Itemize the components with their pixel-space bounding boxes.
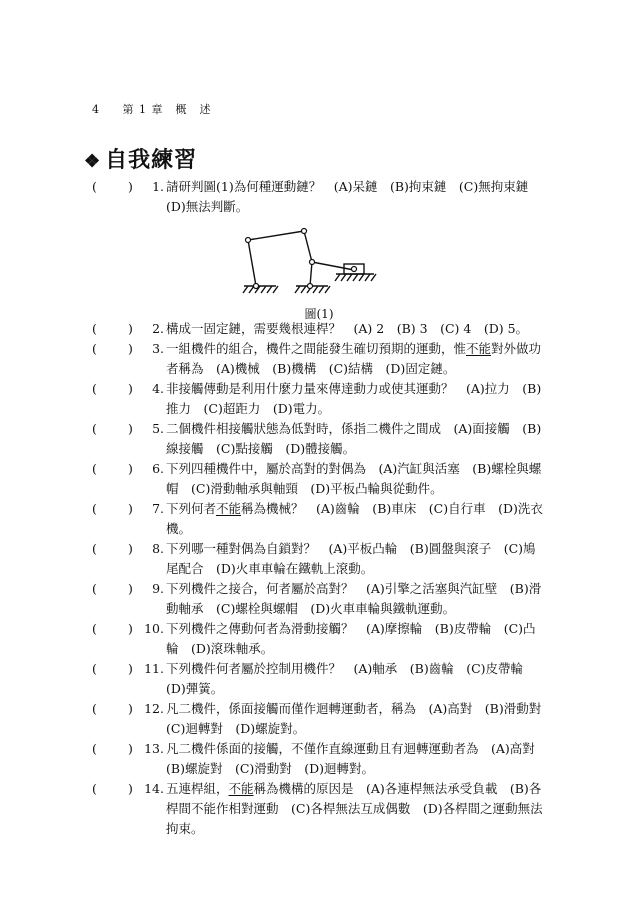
question-1 — [0, 177, 543, 217]
question-text: 下列何者不能稱為機械？ (A)齒輪 (B)車床 (C)自行車 (D)洗衣機。 — [166, 501, 543, 536]
question-14 — [0, 779, 543, 839]
question-3 — [0, 339, 543, 379]
section-title-text: 自我練習 — [105, 147, 198, 173]
question-11 — [0, 659, 543, 699]
question-number: 8. — [152, 541, 164, 556]
question-text: 一組機件的組合，機件之間能發生確切預期的運動，惟不能對外做功者稱為 (A)機械 (B)機構 (C)結構 (D)固定鏈。 — [166, 341, 542, 376]
question-number: 5. — [152, 421, 164, 436]
answer-blank-open: ( — [92, 541, 97, 556]
question-number: 4. — [152, 381, 164, 396]
answer-blank-open: ( — [92, 421, 97, 436]
page-number: 4 — [92, 103, 100, 116]
figure-caption: 圖(1) — [304, 307, 334, 321]
question-number: 10. — [144, 621, 164, 636]
answer-blank-close: ) — [128, 321, 133, 336]
question-text: 下列哪一種對偶為自鎖對？ (A)平板凸輪 (B)圓盤與滾子 (C)鳩尾配合 (D)火車車輪在鐵軌上滾動。 — [166, 541, 536, 576]
page-header — [92, 101, 212, 117]
link-right-upper — [304, 231, 312, 262]
question-text: 下列機件之傳動何者為滑動接觸？ (A)摩擦輪 (B)皮帶輪 (C)凸輪 (D)滾珠軸承。 — [166, 621, 536, 656]
answer-blank-open: ( — [92, 701, 97, 716]
question-4 — [0, 379, 543, 419]
question-text: 下列機件之接合，何者屬於高對？ (A)引擎之活塞與汽缸壁 (B)滑動軸承 (C)螺栓與螺帽 (D)火車車輪與鐵軌運動。 — [166, 581, 542, 616]
section-title — [84, 143, 197, 174]
question-number: 9. — [152, 581, 164, 596]
link-right-lower — [310, 262, 312, 286]
answer-blank-close: ) — [128, 421, 133, 436]
question-text: 構成一固定鏈，需要幾根連桿？ (A) 2 (B) 3 (C) 4 (D) 5。 — [166, 321, 529, 336]
question-9 — [0, 579, 543, 619]
answer-blank-close: ) — [128, 581, 133, 596]
question-text: 非接觸傳動是利用什麼力量來傳達動力或使其運動？ (A)拉力 (B)推力 (C)超距力 (D)電力。 — [166, 381, 542, 416]
answer-blank-open: ( — [92, 581, 97, 596]
question-number: 6. — [152, 461, 164, 476]
underlined-keyword: 不能 — [228, 781, 254, 796]
underlined-keyword: 不能 — [466, 341, 492, 356]
answer-blank-close: ) — [128, 461, 133, 476]
question-list — [0, 177, 638, 839]
link-left — [248, 240, 256, 286]
answer-blank-close: ) — [128, 701, 133, 716]
question-number: 14. — [144, 781, 164, 796]
question-number: 2. — [152, 321, 164, 336]
question-text: 下列機件何者屬於控制用機件？ (A)軸承 (B)齒輪 (C)皮帶輪 (D)彈簧。 — [166, 661, 536, 696]
answer-blank-close: ) — [128, 501, 133, 516]
question-number: 11. — [144, 661, 164, 676]
answer-blank-close: ) — [128, 341, 133, 356]
answer-blank-close: ) — [128, 661, 133, 676]
answer-blank-open: ( — [92, 501, 97, 516]
answer-blank-open: ( — [92, 621, 97, 636]
answer-blank-open: ( — [92, 321, 97, 336]
link-to-slider — [312, 262, 354, 270]
answer-blank-close: ) — [128, 781, 133, 796]
answer-blank-open: ( — [92, 381, 97, 396]
question-6 — [0, 459, 543, 499]
answer-blank-close: ) — [128, 381, 133, 396]
diamond-bullet-icon: ❖ — [84, 151, 102, 172]
answer-blank-open: ( — [92, 179, 97, 194]
answer-blank-open: ( — [92, 781, 97, 796]
answer-blank-close: ) — [128, 179, 133, 194]
question-text: 二個機件相接觸狀態為低對時，係指二機件之間成 (A)面接觸 (B)線接觸 (C)點接觸 (D)體接觸。 — [166, 421, 542, 456]
question-text: 五連桿組，不能稱為機構的原因是 (A)各連桿無法承受負載 (B)各桿間不能作相對運動 (C)各桿無法互成偶數 (D)各桿間之運動無法拘束。 — [166, 781, 543, 836]
underlined-keyword: 不能 — [216, 501, 242, 516]
answer-blank-open: ( — [92, 341, 97, 356]
question-5 — [0, 419, 543, 459]
question-12 — [0, 699, 554, 739]
link-top — [248, 231, 304, 240]
answer-blank-open: ( — [92, 741, 97, 756]
answer-blank-close: ) — [128, 741, 133, 756]
question-10 — [0, 619, 543, 659]
question-8 — [0, 539, 543, 579]
question-number: 13. — [144, 741, 164, 756]
question-text: 下列四種機件中，屬於高對的對偶為 (A)汽缸與活塞 (B)螺栓與螺帽 (C)滑動軸承與軸頸 (D)平板凸輪與從動件。 — [166, 461, 542, 496]
question-text: 請研判圖(1)為何種運動鏈？ (A)呆鏈 (B)拘束鏈 (C)無拘束鏈 (D)無法判斷。 — [166, 179, 541, 214]
question-number: 12. — [144, 701, 164, 716]
question-13 — [0, 739, 548, 779]
question-2 — [0, 319, 543, 339]
question-number: 1. — [152, 179, 164, 194]
question-number: 3. — [152, 341, 164, 356]
question-7 — [0, 499, 543, 539]
answer-blank-open: ( — [92, 461, 97, 476]
linkage-diagram — [240, 227, 380, 303]
question-text: 凡二機件，係面接觸而僅作迴轉運動者，稱為 (A)高對 (B)滑動對 (C)迴轉對 (D)螺旋對。 — [166, 701, 554, 736]
question-number: 7. — [152, 501, 164, 516]
question-text: 凡二機件係面的接觸，不僅作直線運動且有迴轉運動者為 (A)高對 (B)螺旋對 (C)滑動對 (D)迴轉對。 — [166, 741, 548, 776]
answer-blank-open: ( — [92, 661, 97, 676]
chapter-label: 第 1 章 概 述 — [122, 103, 212, 116]
answer-blank-close: ) — [128, 621, 133, 636]
answer-blank-close: ) — [128, 541, 133, 556]
figure-1 — [0, 219, 638, 319]
